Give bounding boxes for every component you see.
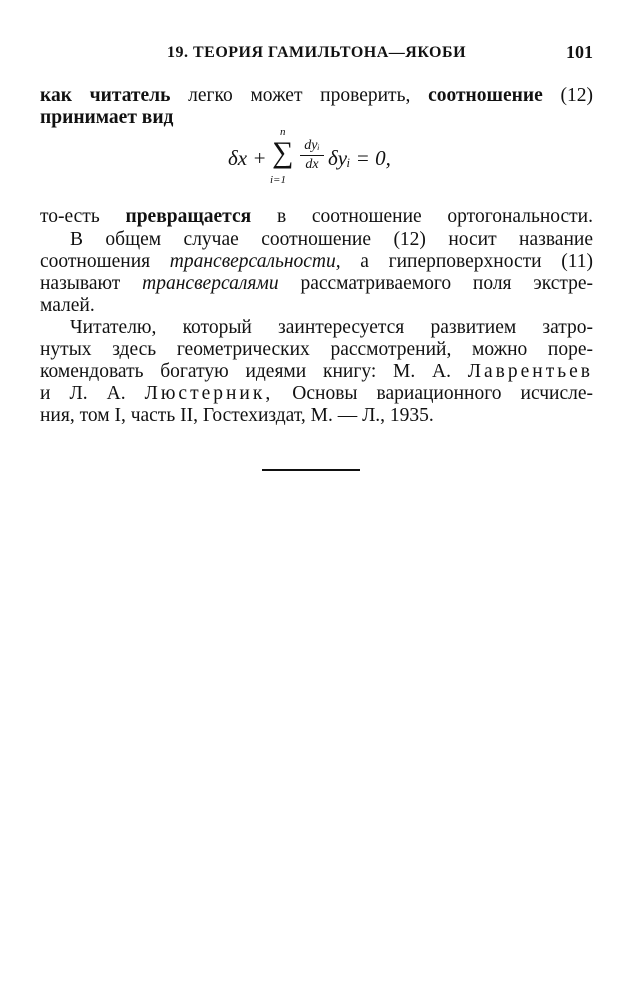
bold-phrase: как читатель [40,85,171,106]
sum-lower-limit: i=1 [270,174,286,186]
bold-phrase: превращается [125,206,252,227]
equation-ref: (12) [560,85,593,106]
fraction-denominator: dx [305,157,319,172]
text-run: и Л. А. [40,383,126,404]
bold-phrase: соотношение [428,85,543,106]
para3-line2 [40,250,593,274]
para4-line2: нутых здесь геометрических рассмотрений, можно поре- [40,339,593,360]
running-header [40,40,593,66]
para4-line1: Читателю, который заинтересуется развитием затро- [70,317,593,338]
text-run: рассматриваемого поля экстре- [300,273,594,294]
bold-phrase: принимает вид [40,107,174,128]
text-run: Основы вариационного исчисле- [292,383,594,404]
text-run: а гиперповерхности (11) [360,251,594,272]
text-run: называют [40,273,121,294]
para4-line4 [40,382,593,406]
author-name: Лаврентьев [467,361,593,382]
para2-line1 [40,205,593,229]
para1-line1 [40,84,593,108]
summation-symbol: ∑ [272,136,294,169]
text-run: легко может проверить, [188,85,411,106]
fraction-numerator: dyᵢ [300,138,324,156]
para3-line4: малей. [40,295,95,316]
text-run: то-есть [40,206,100,227]
para3-line3 [40,272,593,296]
para4-line5: ния, том I, часть II, Гостехиздат, М. — Л., 1935. [40,405,434,426]
italic-term: трансверсальности, [169,251,341,272]
page-number: 101 [566,42,593,62]
sum-upper-limit: n [280,126,286,138]
para1-line2 [40,106,593,130]
fraction [300,138,324,173]
para3-line1: В общем случае соотношение (12) носит название [70,229,593,250]
section-end-rule [262,469,360,471]
author-name: Люстерник, [144,383,274,404]
para4-line3 [40,360,593,384]
text-run: соотношения [40,251,151,272]
italic-term: трансверсалями [142,273,279,294]
formula-tail: δyᵢ = 0, [328,146,391,170]
text-run: в соотношение ортогональности. [276,206,593,227]
text-run: комендовать богатую идеями книгу: М. А. [40,361,451,382]
chapter-title: 19. ТЕОРИЯ ГАМИЛЬТОНА—ЯКОБИ [166,44,467,61]
display-formula [220,126,420,202]
formula-delta-x: δx + [228,146,267,170]
